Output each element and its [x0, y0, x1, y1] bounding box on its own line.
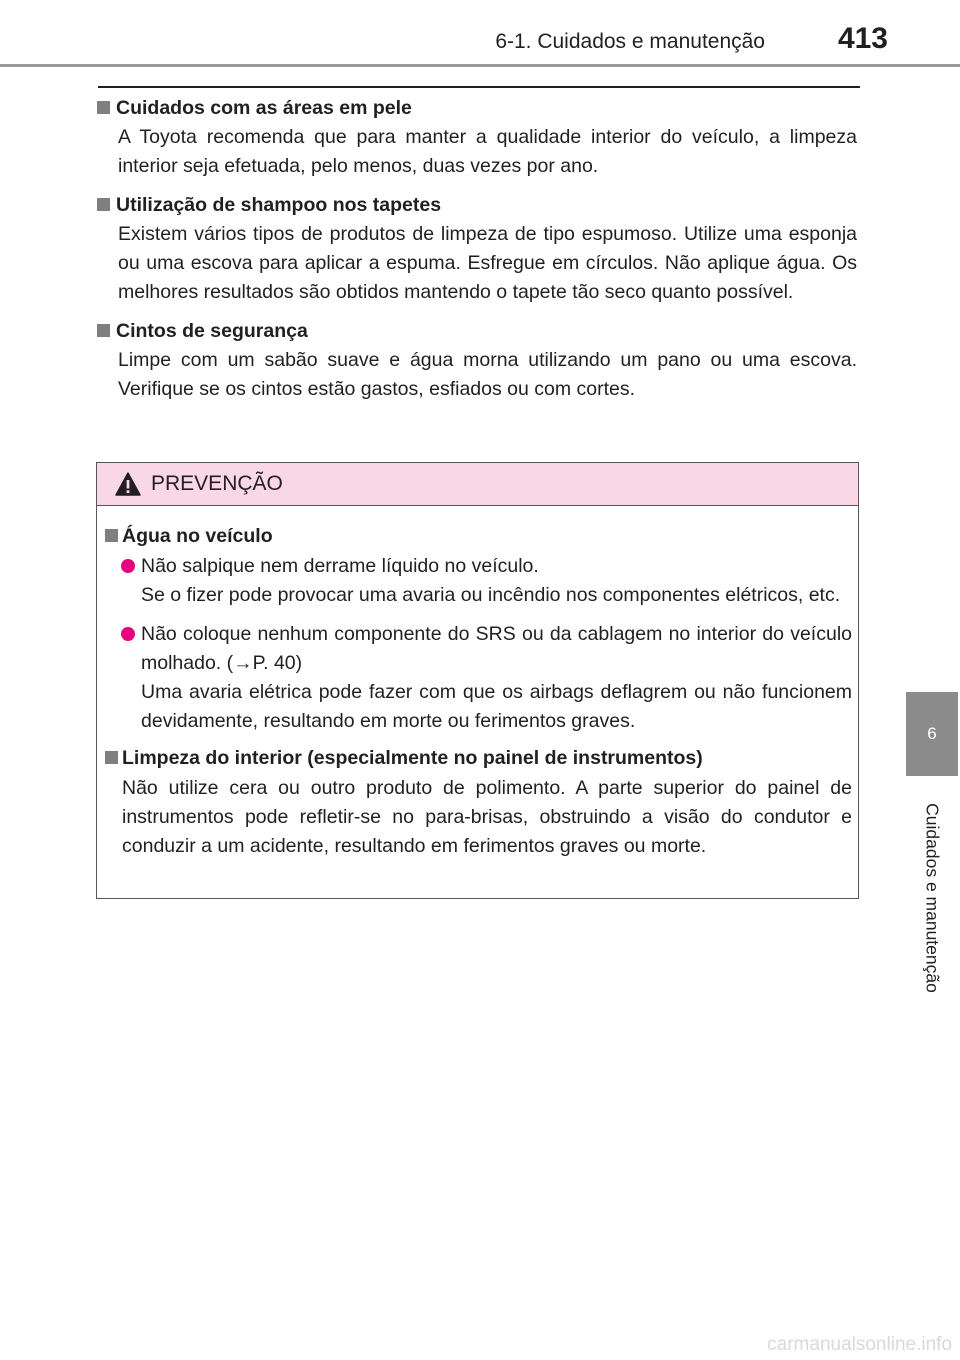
caution-bullet-1-line2: Se o fizer pode provocar uma avaria ou incêndio nos componentes elétricos, etc. — [141, 584, 841, 606]
chapter-tab-number: 6 — [927, 724, 937, 743]
chapter-side-label: Cuidados e manutenção — [922, 803, 943, 993]
main-content — [97, 94, 857, 414]
section-heading-seatbelts: Cintos de segurança — [97, 317, 857, 346]
square-bullet-icon — [105, 751, 118, 764]
caution-cleaning-text: Não utilize cera ou outro produto de polimento. A parte superior do painel de instrumentos pode refletir-se no para-brisas, obstruindo a visão do condutor e conduzir a um acidente, resultando em ferimentos graves ou morte. — [122, 777, 852, 857]
section-heading-carpet: Utilização de shampoo nos tapetes — [97, 191, 857, 220]
caution-box — [96, 462, 859, 899]
content-top-rule — [98, 86, 860, 88]
header-rule — [0, 64, 960, 67]
section-text-seatbelts: Limpe com um sabão suave e água morna utilizando um pano ou uma escova. Verifique se os cintos estão gastos, esfiados ou com cortes. — [118, 349, 857, 400]
caution-bullet-1-line1: Não salpique nem derrame líquido no veículo. — [141, 555, 539, 577]
caution-bullet-2-line1: Não coloque nenhum componente do SRS ou da cablagem no interior do veículo molhado. (→P. 40) — [141, 623, 852, 674]
caution-bullet-2 — [105, 620, 852, 736]
caution-body — [97, 506, 858, 861]
header-section-title: 6-1. Cuidados e manutenção — [495, 30, 765, 53]
caution-title: PREVENÇÃO — [151, 472, 283, 495]
circle-bullet-icon — [121, 627, 135, 641]
caution-heading-water: Água no veículo — [105, 522, 852, 551]
watermark: carmanualsonline.info — [767, 1334, 952, 1355]
caution-bullet-1 — [105, 552, 852, 610]
section-heading-leather: Cuidados com as áreas em pele — [97, 94, 857, 123]
caution-header — [97, 463, 858, 506]
page-number: 413 — [837, 22, 888, 55]
chapter-tab — [906, 692, 958, 776]
circle-bullet-icon — [121, 559, 135, 573]
square-bullet-icon — [105, 529, 118, 542]
section-text-carpet: Existem vários tipos de produtos de limpeza de tipo espumoso. Utilize uma esponja ou uma escova para aplicar a espuma. Esfregue em círculos. Não aplique água. Os melhores resultados são obtidos mantendo o tapete tão seco quanto possível. — [118, 223, 857, 303]
square-bullet-icon — [97, 324, 110, 337]
square-bullet-icon — [97, 101, 110, 114]
section-text-leather: A Toyota recomenda que para manter a qualidade interior do veículo, a limpeza interior seja efetuada, pelo menos, duas vezes por ano. — [118, 126, 857, 177]
caution-bullet-2-line2: Uma avaria elétrica pode fazer com que os airbags deflagrem ou não funcionem devidamente, resultando em morte ou ferimentos graves. — [141, 681, 852, 732]
square-bullet-icon — [97, 198, 110, 211]
caution-heading-cleaning: Limpeza do interior (especialmente no painel de instrumentos) — [105, 744, 852, 773]
warning-triangle-icon — [115, 472, 141, 496]
